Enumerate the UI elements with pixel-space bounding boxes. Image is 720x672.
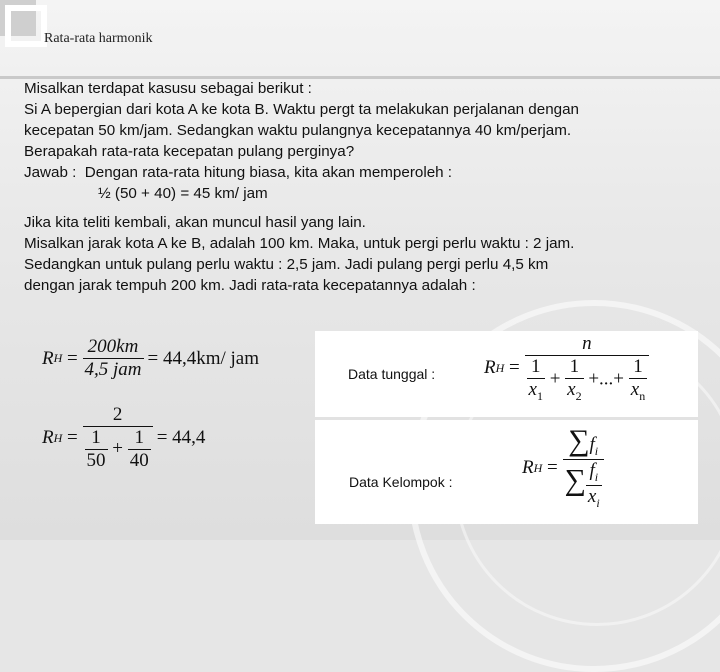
text-line: Jawab : Dengan rata-rata hitung biasa, kita akan memperoleh :: [24, 164, 453, 181]
answer-line: ½ (50 + 40) = 45 km/ jam: [98, 185, 268, 202]
text-line: Sedangkan untuk pulang perlu waktu : 2,5 jam. Jadi pulang pergi perlu 4,5 km: [24, 256, 549, 273]
text-line: Misalkan terdapat kasusu sebagai berikut :: [24, 80, 312, 97]
text-line: kecepatan 50 km/jam. Sedangkan waktu pulangnya kecepatannya 40 km/perjam.: [24, 122, 572, 139]
formula-speed-average: R H = $\frac{200km}{\text{4,5 jam}}$ = 44,4km/ jam: [42, 336, 260, 380]
single-data-label: Data tunggal :: [348, 366, 436, 382]
group-data-label: Data Kelompok :: [349, 474, 453, 490]
formula-harmonic-single: R H = n $\frac{1}{x_1}$ + $\frac{1}{x_2}$ +...+ $\frac{1}{x_n}$: [484, 333, 649, 404]
text-line: Si A bepergian dari kota A ke kota B. Waktu pergt ta melakukan perjalanan dengan: [24, 101, 579, 118]
slide-title: Rata-rata harmonik: [44, 31, 153, 46]
text-line: Berapakah rata-rata kecepatan pulang perginya?: [24, 143, 355, 160]
corner-decoration-icon: [0, 0, 58, 58]
formula-harmonic-group: R H = $\sum f_i$ ∑ $\frac{f_i}{x_i}$: [522, 426, 604, 510]
text-line: Misalkan jarak kota A ke B, adalah 100 km. Maka, untuk pergi perlu waktu : 2 jam.: [24, 235, 575, 252]
text-line: dengan jarak tempuh 200 km. Jadi rata-rata kecepatannya adalah :: [24, 277, 476, 294]
formula-harmonic-example: R H = 2 $\frac{1}{50}$ + $\frac{1}{40}$ = 44,4: [42, 404, 206, 471]
text-line: Jika kita teliti kembali, akan muncul hasil yang lain.: [24, 214, 366, 231]
group-data-box: [315, 420, 698, 524]
